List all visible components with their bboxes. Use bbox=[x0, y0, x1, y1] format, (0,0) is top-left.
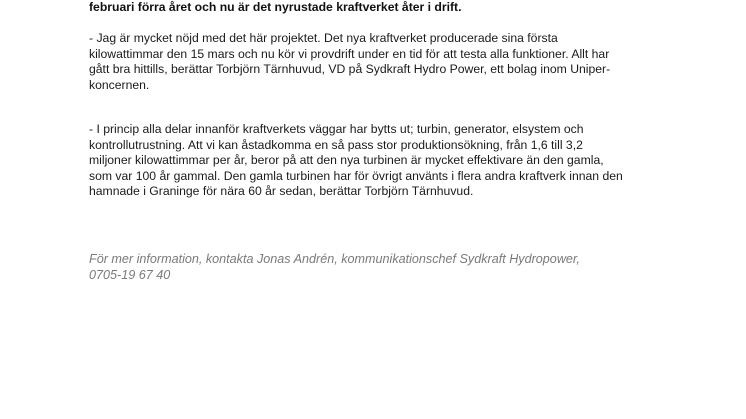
paragraph-line: hamnade i Graninge för nära 60 år sedan, berättar Torbjörn Tärnhuvud. bbox=[89, 184, 474, 199]
quote-paragraph-1 bbox=[89, 31, 649, 93]
intro-paragraph bbox=[89, 0, 649, 16]
paragraph-line: miljoner kilowattimmar per år, beror på att den nya turbinen är mycket effektivare än den gamla, bbox=[89, 153, 604, 168]
contact-info bbox=[89, 251, 649, 283]
contact-phone: 0705-19 67 40 bbox=[89, 268, 171, 282]
paragraph-line: gått bra hittills, berättar Torbjörn Tärnhuvud, VD på Sydkraft Hydro Power, ett bolag inom Uniper- bbox=[89, 62, 611, 77]
paragraph-line: - I princip alla delar innanför kraftverkets väggar har bytts ut; turbin, generator, elsystem och bbox=[89, 122, 584, 136]
paragraph-line: kontrollutrustning. Att vi kan åstadkomma en så pass stor produktionsökning, från 1,6 till 3,2 bbox=[89, 137, 583, 152]
paragraph-line: kilowattimmar den 15 mars och nu kör vi provdrift under en tid för att testa alla funktioner. Allt har bbox=[89, 46, 610, 61]
intro-line: februari förra året och nu är det nyrustade kraftverket åter i drift. bbox=[89, 0, 462, 14]
quote-paragraph-2 bbox=[89, 122, 649, 200]
contact-line: För mer information, kontakta Jonas Andrén, kommunikationschef Sydkraft Hydropower, bbox=[89, 252, 580, 266]
paragraph-line: som var 100 år gammal. Den gamla turbinen har för övrigt använts i flera andra kraftverk innan den bbox=[89, 168, 623, 183]
paragraph-line: koncernen. bbox=[89, 77, 150, 92]
paragraph-line: - Jag är mycket nöjd med det här projektet. Det nya kraftverket producerade sina första bbox=[89, 31, 558, 45]
